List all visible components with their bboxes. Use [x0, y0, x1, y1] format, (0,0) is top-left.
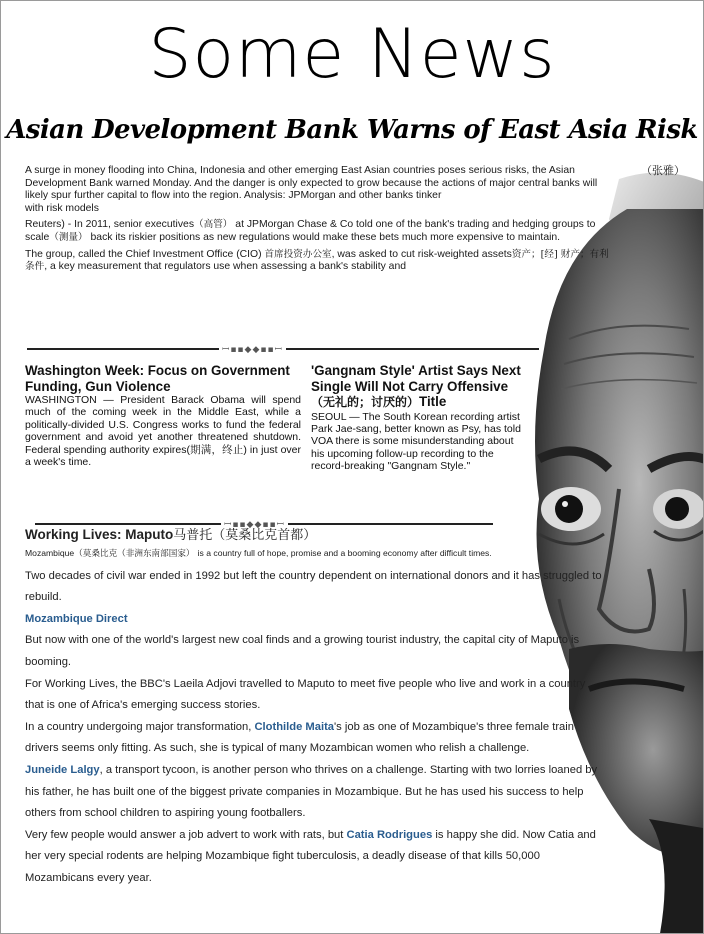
article-title: 'Gangnam Style' Artist Says Next Single Will Not Carry Offensive（无礼的；讨厌的）Title — [311, 363, 521, 409]
clothilde-maita-link[interactable]: Clothilde Maita — [254, 720, 335, 733]
article-body: SEOUL — The South Korean recording artist Park Jae-sang, better known as Psy, has told VOA there is some misunderstanding about his upcoming follow-up recording to the record-breaking "Gangnam Style." — [311, 410, 521, 473]
paragraph: But now with one of the world's largest new coal finds and a growing tourist industry, the capital city of Maputo is booming. — [25, 634, 580, 668]
article-title: Working Lives: Maputo马普托（莫桑比克首都） — [25, 527, 317, 543]
article-body — [25, 543, 605, 890]
byline: （张雅） — [641, 164, 685, 177]
paragraph: For Working Lives, the BBC's Laeila Adjovi travelled to Maputo to meet five people who live and work in a country that is one of Africa's emerging success stories. — [25, 677, 586, 712]
divider-ornament: ꟷ▪▪◆◆▪▪ꟷ — [221, 517, 288, 530]
paragraph: In a country undergoing major transformation, Clothilde Maita's job as one of Mozambique's three female train drivers seems only fitting. As such, she is typical of many Mozambican women who relish a challenge. — [25, 720, 574, 755]
working-lives-article — [25, 524, 605, 890]
article-title: Washington Week: Focus on Government Funding, Gun Violence — [25, 363, 290, 394]
intro-paragraph: Mozambique（莫桑比克（非洲东南部国家） is a country full of hope, promise and a booming economy after difficult times. — [25, 548, 492, 559]
washington-week-article — [25, 363, 301, 468]
gangnam-style-article — [311, 363, 523, 473]
juneide-lalgy-link[interactable]: Juneide Lalgy — [25, 763, 100, 776]
lead-paragraph-3: The group, called the Chief Investment Office (CIO) 首席投资办公室, was asked to cut risk-weighted assets资产；[经] 财产；有利条件, a key measurement that regulators use when assessing a bank's stability and — [25, 248, 609, 273]
lead-paragraph-1: A surge in money flooding into China, Indonesia and other emerging East Asian countries poses serious risks, the Asian Development Bank warned Monday. And the danger is only expected to grow because the actions of major central banks will likely spur further capital to flow into the region. Analysis: JPMorgan and other banks tinker with risk models — [25, 165, 598, 214]
divider-ornament: ꟷ▪▪◆◆▪▪ꟷ — [219, 342, 286, 355]
lead-paragraph-2: Reuters) - In 2011, senior executives（高管） at JPMorgan Chase & Co told one of the bank's trading and hedging groups to scale（测量） back its riskier positions as new regulations would make these bets much more expensive to maintain. — [25, 219, 596, 243]
article-body: WASHINGTON — President Barack Obama will spend much of the coming week in the Middle East, while a politically-divided U.S. Congress works to fund the federal government and avoid yet another threatened shutdown. Federal spending authority expires(期满，终止) in just over a week's time. — [25, 394, 301, 469]
mozambique-direct-link[interactable]: Mozambique Direct — [25, 612, 128, 625]
catia-rodrigues-link[interactable]: Catia Rodrigues — [346, 828, 433, 841]
masthead-title: Some News — [148, 15, 556, 94]
paragraph: Very few people would answer a job advert to work with rats, but Catia Rodrigues is happy she did. Now Catia and her very special rodents are helping Mozambique fight tuberculosis, a deadly disease of that kills 50,000 Mozambicans every year. — [25, 828, 596, 884]
main-headline: Asian Development Bank Warns of East Asia Risk — [6, 115, 698, 145]
lead-article — [25, 165, 615, 278]
paragraph: Two decades of civil war ended in 1992 but left the country dependent on international donors and it has struggled to rebuild. — [25, 569, 602, 604]
paragraph: Juneide Lalgy, a transport tycoon, is another person who thrives on a challenge. Starting with two lorries loaned by his father, he has built one of the biggest private companies in Mozambique. But he has used his success to help others from school children to aspiring young footballers. — [25, 763, 598, 820]
